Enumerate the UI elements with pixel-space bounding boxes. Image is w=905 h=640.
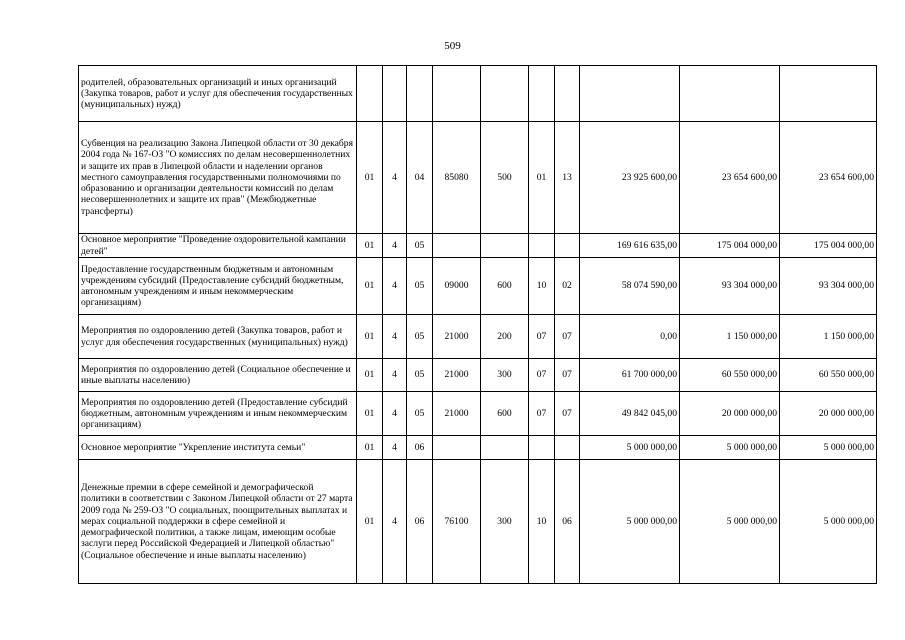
- amount-cell: 23 654 600,00: [680, 122, 780, 234]
- code-cell: [481, 66, 529, 122]
- code-cell: 600: [481, 258, 529, 315]
- code-cell: 01: [357, 258, 383, 315]
- code-cell: 01: [357, 122, 383, 234]
- code-cell: 01: [357, 460, 383, 584]
- amount-cell: 60 550 000,00: [680, 359, 780, 392]
- code-cell: 05: [407, 392, 433, 436]
- code-cell: 13: [555, 122, 580, 234]
- code-cell: [555, 436, 580, 460]
- code-cell: [407, 66, 433, 122]
- code-cell: [529, 436, 555, 460]
- amount-cell: [680, 66, 780, 122]
- amount-cell: 175 004 000,00: [680, 234, 780, 258]
- code-cell: 04: [407, 122, 433, 234]
- code-cell: 4: [383, 392, 407, 436]
- code-cell: 85080: [433, 122, 481, 234]
- code-cell: 300: [481, 359, 529, 392]
- code-cell: 4: [383, 258, 407, 315]
- code-cell: 02: [555, 258, 580, 315]
- code-cell: 01: [357, 436, 383, 460]
- code-cell: 07: [555, 315, 580, 359]
- code-cell: 06: [407, 460, 433, 584]
- code-cell: 4: [383, 359, 407, 392]
- code-cell: 06: [407, 436, 433, 460]
- amount-cell: 5 000 000,00: [780, 460, 877, 584]
- budget-table: [78, 65, 877, 584]
- table-row: [79, 392, 877, 436]
- table-row: [79, 234, 877, 258]
- amount-cell: [780, 66, 877, 122]
- code-cell: 21000: [433, 392, 481, 436]
- code-cell: 200: [481, 315, 529, 359]
- amount-cell: 175 004 000,00: [780, 234, 877, 258]
- row-description: Основное мероприятие "Укрепление института семьи": [79, 436, 357, 460]
- amount-cell: 169 616 635,00: [580, 234, 680, 258]
- row-description: родителей, образовательных организаций и иных организаций (Закупка товаров, работ и услуг для обеспечения государственных (муниципальных) нужд): [79, 66, 357, 122]
- page-number: 509: [444, 40, 461, 52]
- amount-cell: 1 150 000,00: [780, 315, 877, 359]
- code-cell: 01: [357, 315, 383, 359]
- code-cell: [433, 234, 481, 258]
- amount-cell: 93 304 000,00: [680, 258, 780, 315]
- code-cell: 4: [383, 436, 407, 460]
- code-cell: 4: [383, 460, 407, 584]
- table-row: [79, 436, 877, 460]
- code-cell: 10: [529, 258, 555, 315]
- code-cell: 07: [529, 392, 555, 436]
- code-cell: [529, 66, 555, 122]
- table-row: [79, 66, 877, 122]
- code-cell: 01: [357, 234, 383, 258]
- code-cell: [555, 234, 580, 258]
- code-cell: 76100: [433, 460, 481, 584]
- code-cell: [433, 66, 481, 122]
- code-cell: [555, 66, 580, 122]
- code-cell: [357, 66, 383, 122]
- code-cell: 500: [481, 122, 529, 234]
- code-cell: 10: [529, 460, 555, 584]
- code-cell: 01: [357, 359, 383, 392]
- code-cell: 01: [529, 122, 555, 234]
- code-cell: 4: [383, 315, 407, 359]
- amount-cell: 58 074 590,00: [580, 258, 680, 315]
- table-row: [79, 258, 877, 315]
- code-cell: 21000: [433, 315, 481, 359]
- code-cell: 09000: [433, 258, 481, 315]
- code-cell: 05: [407, 359, 433, 392]
- amount-cell: [580, 66, 680, 122]
- table-row: [79, 359, 877, 392]
- row-description: Основное мероприятие "Проведение оздоровительной кампании детей": [79, 234, 357, 258]
- row-description: Мероприятия по оздоровлению детей (Предоставление субсидий бюджетным, автономным учреждениям и иным некоммерческим организациям): [79, 392, 357, 436]
- table-row: [79, 460, 877, 584]
- row-description: Мероприятия по оздоровлению детей (Социальное обеспечение и иные выплаты населению): [79, 359, 357, 392]
- amount-cell: 23 925 600,00: [580, 122, 680, 234]
- code-cell: 300: [481, 460, 529, 584]
- amount-cell: 5 000 000,00: [580, 436, 680, 460]
- code-cell: [433, 436, 481, 460]
- code-cell: 01: [357, 392, 383, 436]
- code-cell: [481, 436, 529, 460]
- code-cell: [383, 66, 407, 122]
- amount-cell: 61 700 000,00: [580, 359, 680, 392]
- row-description: Субвенция на реализацию Закона Липецкой области от 30 декабря 2004 года № 167-ОЗ "О комиссиях по делам несовершеннолетних и защите их прав в Липецкой области и наделении органов местного самоуправления государственными полномочиями по образованию и организации деятельности комиссий по делам несовершеннолетних и защите их прав" (Межбюджетные трансферты): [79, 122, 357, 234]
- code-cell: 05: [407, 258, 433, 315]
- code-cell: [481, 234, 529, 258]
- code-cell: 06: [555, 460, 580, 584]
- amount-cell: 5 000 000,00: [680, 460, 780, 584]
- row-description: Мероприятия по оздоровлению детей (Закупка товаров, работ и услуг для обеспечения государственных (муниципальных) нужд): [79, 315, 357, 359]
- amount-cell: 49 842 045,00: [580, 392, 680, 436]
- code-cell: 07: [529, 315, 555, 359]
- row-description: Предоставление государственным бюджетным и автономным учреждениям субсидий (Предоставление субсидий бюджетным, автономным учреждениям и иным некоммерческим организациям): [79, 258, 357, 315]
- amount-cell: 1 150 000,00: [680, 315, 780, 359]
- code-cell: 05: [407, 315, 433, 359]
- amount-cell: 60 550 000,00: [780, 359, 877, 392]
- code-cell: 05: [407, 234, 433, 258]
- amount-cell: 20 000 000,00: [780, 392, 877, 436]
- amount-cell: 0,00: [580, 315, 680, 359]
- code-cell: 07: [555, 359, 580, 392]
- amount-cell: 23 654 600,00: [780, 122, 877, 234]
- amount-cell: 20 000 000,00: [680, 392, 780, 436]
- code-cell: 21000: [433, 359, 481, 392]
- row-description: Денежные премии в сфере семейной и демографической политики в соответствии с Законом Липецкой области от 27 марта 2009 года № 259-ОЗ "О социальных, поощрительных выплатах и мерах социальной поддержки в сфере семейной и демографической политики, а также лицам, имеющим особые заслуги перед Российской Федерацией и Липецкой областью" (Социальное обеспечение и иные выплаты населению): [79, 460, 357, 584]
- table-row: [79, 122, 877, 234]
- code-cell: 4: [383, 122, 407, 234]
- code-cell: 600: [481, 392, 529, 436]
- table-row: [79, 315, 877, 359]
- code-cell: 07: [555, 392, 580, 436]
- amount-cell: 5 000 000,00: [580, 460, 680, 584]
- amount-cell: 93 304 000,00: [780, 258, 877, 315]
- code-cell: 07: [529, 359, 555, 392]
- amount-cell: 5 000 000,00: [780, 436, 877, 460]
- code-cell: [529, 234, 555, 258]
- amount-cell: 5 000 000,00: [680, 436, 780, 460]
- code-cell: 4: [383, 234, 407, 258]
